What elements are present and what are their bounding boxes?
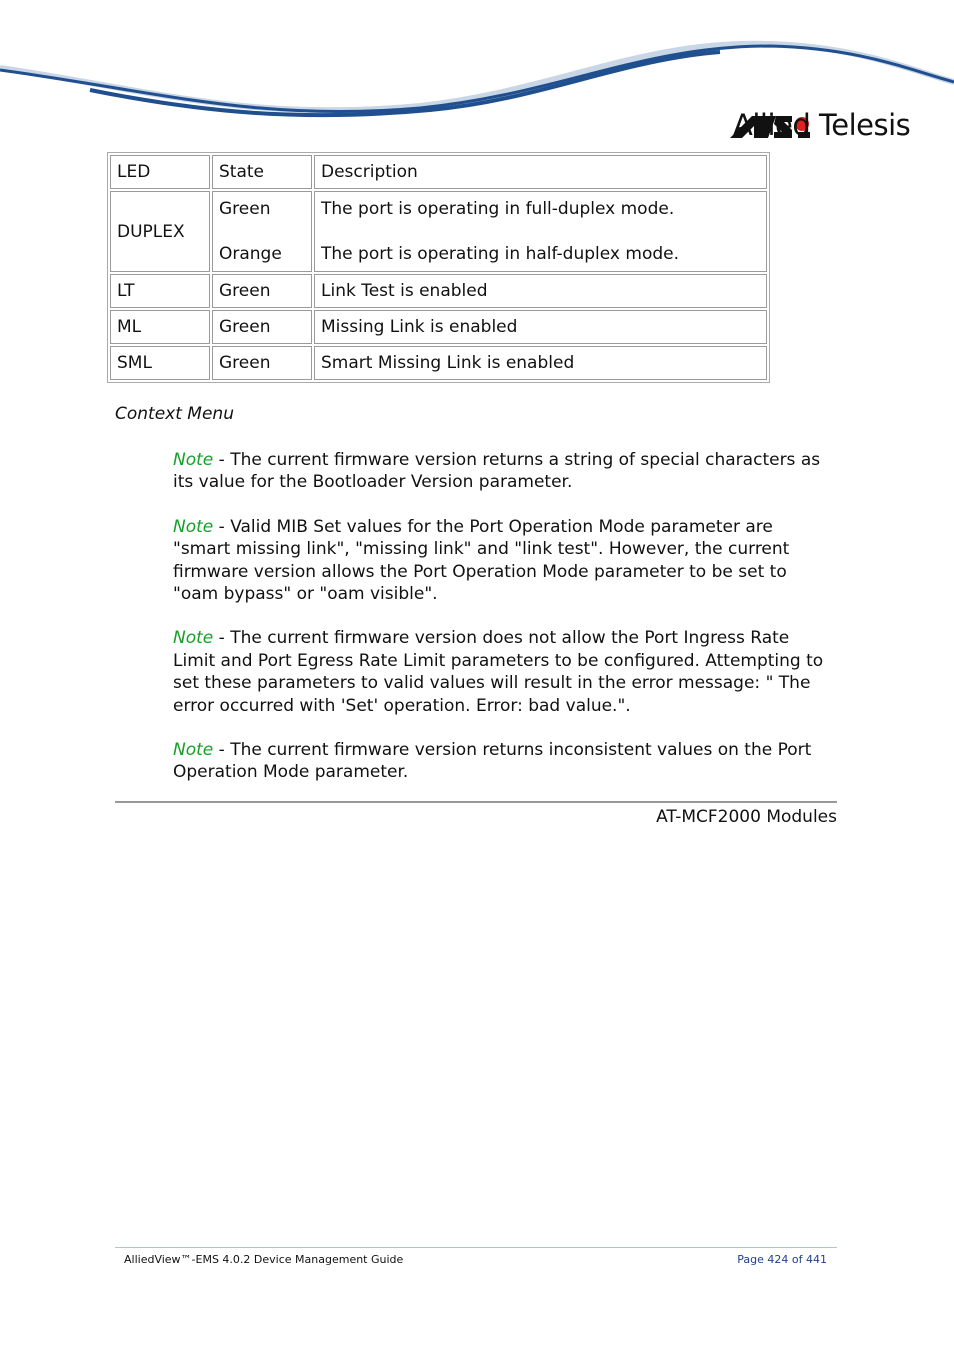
led-cell: SML <box>110 346 210 380</box>
description-cell <box>314 191 767 272</box>
notes-list <box>173 449 833 806</box>
state-cell: Green <box>212 310 312 344</box>
section-label: Context Menu <box>115 404 234 424</box>
state-cell: Green <box>212 274 312 308</box>
led-cell: DUPLEX <box>110 191 210 272</box>
table-header-row <box>110 155 767 189</box>
description-cell: Missing Link is enabled <box>314 310 767 344</box>
note-tag: Note <box>173 628 214 649</box>
description-cell: Link Test is enabled <box>314 274 767 308</box>
note-text: - The current firmware version returns a string of special characters as its value for the Bootloader Version parameter. <box>173 450 821 493</box>
header-cell-state: State <box>212 155 312 189</box>
note-text: - Valid MIB Set values for the Port Operation Mode parameter are "smart missing link", "missing link" and "link test". However, the current firmware version allows the Port Operation Mode parameter to be set to "oam bypass" or "oam visible". <box>173 516 790 605</box>
table-row <box>110 310 767 344</box>
module-title: AT-MCF2000 Modules <box>656 807 837 827</box>
description-cell: Smart Missing Link is enabled <box>314 346 767 380</box>
footer-guide-title: AlliedView™-EMS 4.0.2 Device Management Guide <box>124 1253 404 1266</box>
note-tag: Note <box>173 450 214 470</box>
table-row <box>110 274 767 308</box>
header-cell-description: Description <box>314 155 767 189</box>
note-paragraph <box>173 516 833 606</box>
footer-page-number: Page 424 of 441 <box>737 1253 827 1266</box>
table-row <box>110 346 767 380</box>
led-cell: ML <box>110 310 210 344</box>
table-row <box>110 191 767 272</box>
header-cell-led: LED <box>110 155 210 189</box>
note-paragraph <box>173 627 833 717</box>
led-state-table <box>107 152 770 383</box>
brand-name: Allied Telesis <box>733 108 911 142</box>
note-tag: Note <box>173 740 214 761</box>
description-value: The port is operating in full-duplex mode. <box>321 199 675 219</box>
state-cell: Green <box>212 346 312 380</box>
note-text: - The current firmware version returns inconsistent values on the Port Operation Mode parameter. <box>173 740 812 783</box>
state-value: Orange <box>219 244 282 264</box>
note-tag: Note <box>173 516 214 537</box>
note-paragraph <box>173 449 833 494</box>
footer-divider <box>115 1247 837 1248</box>
note-text: - The current firmware version does not allow the Port Ingress Rate Limit and Port Egress Rate Limit parameters to be configured. Attempting to set these parameters to valid values will result in the error message: " The error occurred with 'Set' operation. Error: bad value.". <box>173 628 824 716</box>
description-value: The port is operating in half-duplex mode. <box>321 244 679 264</box>
led-cell: LT <box>110 274 210 308</box>
note-paragraph <box>173 739 833 784</box>
state-value: Green <box>219 199 271 219</box>
section-divider <box>115 801 837 803</box>
state-cell <box>212 191 312 272</box>
